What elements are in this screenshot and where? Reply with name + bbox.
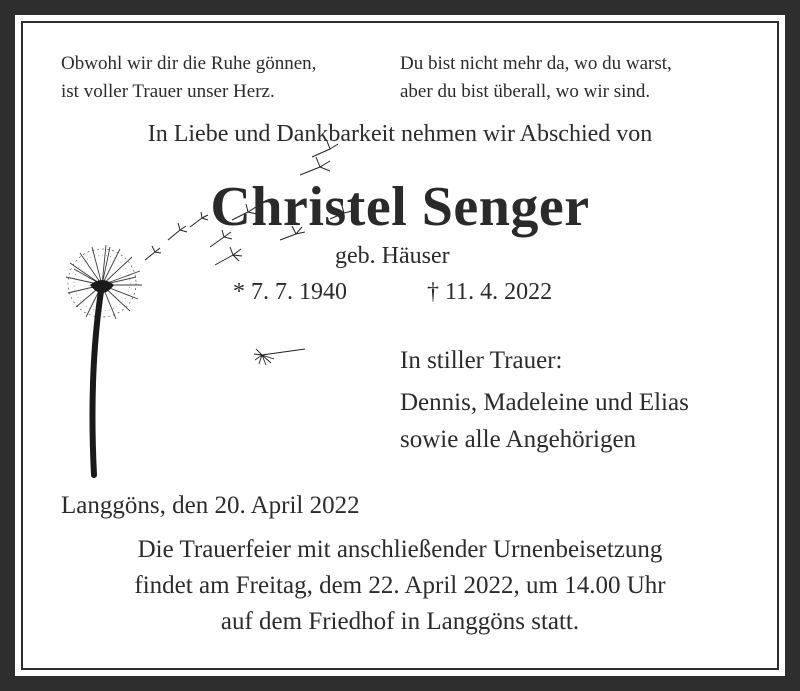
mourners-heading: In stiller Trauer: (400, 347, 563, 374)
verse-right (400, 50, 672, 106)
verse-left (61, 50, 316, 106)
verse-left-line-1: Obwohl wir dir die Ruhe gönnen, (61, 53, 317, 74)
verse-right-line-2: aber du bist überall, wo wir sind. (400, 81, 651, 102)
funeral-info (0, 532, 800, 640)
dandelion-seed-icon (254, 349, 305, 365)
verse-left-line-2: ist voller Trauer unser Herz. (61, 81, 275, 102)
death-date: † 11. 4. 2022 (427, 279, 553, 305)
place-date: Langgöns, den 20. April 2022 (61, 492, 360, 519)
deceased-name: Christel Senger (210, 176, 590, 238)
mourners-line-2: sowie alle Angehörigen (400, 426, 637, 453)
funeral-line-1: Die Trauerfeier mit anschließender Urnenbeisetzung (137, 536, 663, 563)
mourners-block (400, 342, 689, 458)
intro-line: In Liebe und Dankbarkeit nehmen wir Abschied von (147, 121, 653, 147)
funeral-line-2: findet am Freitag, dem 22. April 2022, um 14.00 Uhr (134, 572, 666, 599)
maiden-name: geb. Häuser (335, 243, 450, 269)
birth-date: * 7. 7. 1940 (233, 279, 347, 305)
verse-right-line-1: Du bist nicht mehr da, wo du warst, (400, 53, 672, 74)
funeral-line-3: auf dem Friedhof in Langgöns statt. (220, 608, 580, 635)
mourners-line-1: Dennis, Madeleine und Elias (400, 389, 689, 416)
